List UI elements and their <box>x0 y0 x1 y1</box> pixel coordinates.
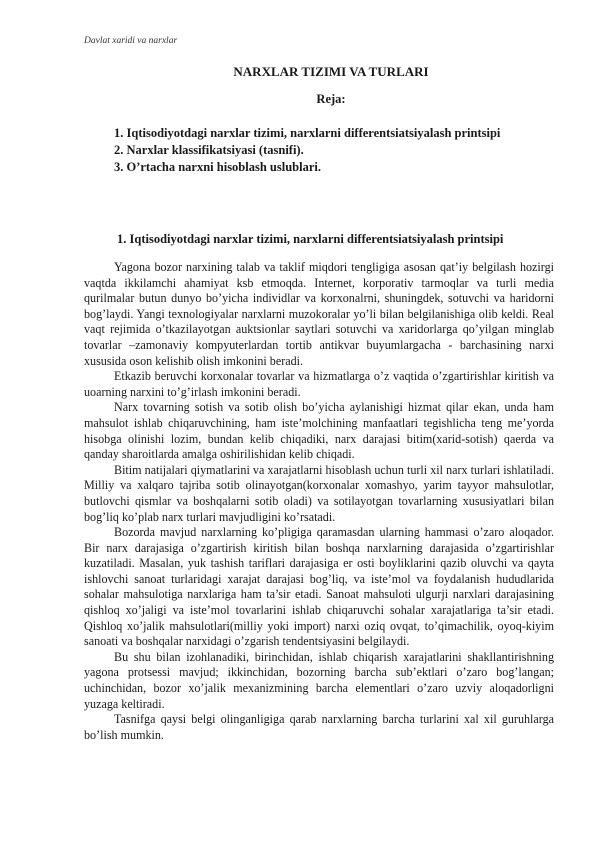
plan-item: 3. O’rtacha narxni hisoblash uslublari. <box>114 160 321 174</box>
paragraph: Tasnifga qaysi belgi olinganligiga qarab narxlarning barcha turlarini xal xil guruhlarga bo’lish mumkin. <box>84 712 554 742</box>
paragraph: Bozorda mavjud narxlarning ko’pligiga qaramasdan ularning hammasi o’zaro aloqador. Bir narx darajasiga o’zgartirish kiritish bilan boshqa narxlarning darajasida o’zgartirishlar kuzatiladi. Masalan, yuk tashish tariflari darajasiga er osti boyliklarini qazib oluvchi va qayta ishlovchi sanoat turlaridagi xarajat darajasi bog’liq, va iste’mol va foydalanish hududlarida sohalar mahsulotiga narxlariga ham ta’sir etadi. Sanoat mahsuloti ulgurji narxlari darajasining qishloq xo’jaligi va iste’mol tovarlarini ishlab chiqaruvchi sohalar xarajatlariga ta’sir etadi. Qishloq xo’jalik mahsulotlari(milliy yoki import) narxi oziq ovqat, to’qimachilik, oyoq-kiyim sanoati va boshqalar narxidagi o’zgarish tendentsiyasini belgilaydi. <box>84 525 554 649</box>
section-heading: 1. Iqtisodiyotdagi narxlar tizimi, narxlarni differentsiatsiyalash printsipi <box>117 232 504 246</box>
paragraph: Bitim natijalari qiymatlarini va xarajatlarni hisoblash uchun turli xil narx turlari ishlatiladi. Milliy va xalqaro tajriba sotib olinayotgan(korxonalar xomashyo, yarim tayyor mahsulotlar, butlovchi qismlar va boshqalarni sotib oladi) va sotilayotgan tovarlarning xususiyatlari bilan bog’liq ko’plab narx turlari mavjudligini ko’rsatadi. <box>84 462 554 524</box>
paragraph: Etkazib beruvchi korxonalar tovarlar va hizmatlarga o’z vaqtida o’zgartirishlar kiritish va uoarning narxini to’g’irlash imkonini beradi. <box>84 369 554 399</box>
plan-item: 2. Narxlar klassifikatsiyasi (tasnifi). <box>114 143 304 157</box>
paragraph: Narx tovarning sotish va sotib olish bo’yicha aylanishigi hizmat qilar ekan, unda ham mahsulot ishlab chiqaruvchining, ham iste’molchining manfaatlari tegishlicha teng me’yorda hisobga olinishi lozim, bundan kelib chiqadiki, narx darajasi bitim(xarid-sotish) qaerda va qanday sharoitlarda amalga oshirilishidan kelib chiqadi. <box>84 400 554 462</box>
document-title: NARXLAR TIZIMI VA TURLARI <box>233 64 429 79</box>
paragraph: Yagona bozor narxining talab va taklif miqdori tengligiga asosan qat’iy belgilash hozirgi vaqtda ikkilamchi ahamiyat ksb etmoqda. Internet, korporativ tarmoqlar va turli media qurilmalar butun dunyo bo’yicha individlar va korxonalrni, shuningdek, sotuvchi va haridorni bog’laydi. Yangi texnologiyalar narxlarni muzokoralar yo’li bilan belgilanishiga olib keldi. Real vaqt rejimida o’tkazilayotgan auktsionlar saytlari sotuvchi va xaridorlarga qo’yilgan minglab tovarlar –zamonaviy kompyuterlardan tortib antikvar buyumlargacha - barchasining narxi xususida oson kelishib olish imkonini beradi. <box>84 260 554 368</box>
running-header: Davlat xaridi va narxlar <box>84 36 178 46</box>
paragraph: Bu shu bilan izohlanadiki, birinchidan, ishlab chiqarish xarajatlarini shakllantirishning yagona protsessi mavjud; ikkinchidan, bozorning barcha sub’ektlari o’zaro bog’langan; uchinchidan, bozor xo’jalik mexanizmining barcha elementlari o’zaro uzviy aloqadorligni yuzaga keltiradi. <box>84 649 554 711</box>
plan-label: Reja: <box>316 92 346 106</box>
body-text <box>84 260 554 743</box>
plan-item: 1. Iqtisodiyotdagi narxlar tizimi, narxlarni differentsiatsiyalash printsipi <box>114 126 501 140</box>
plan-list <box>114 125 500 176</box>
